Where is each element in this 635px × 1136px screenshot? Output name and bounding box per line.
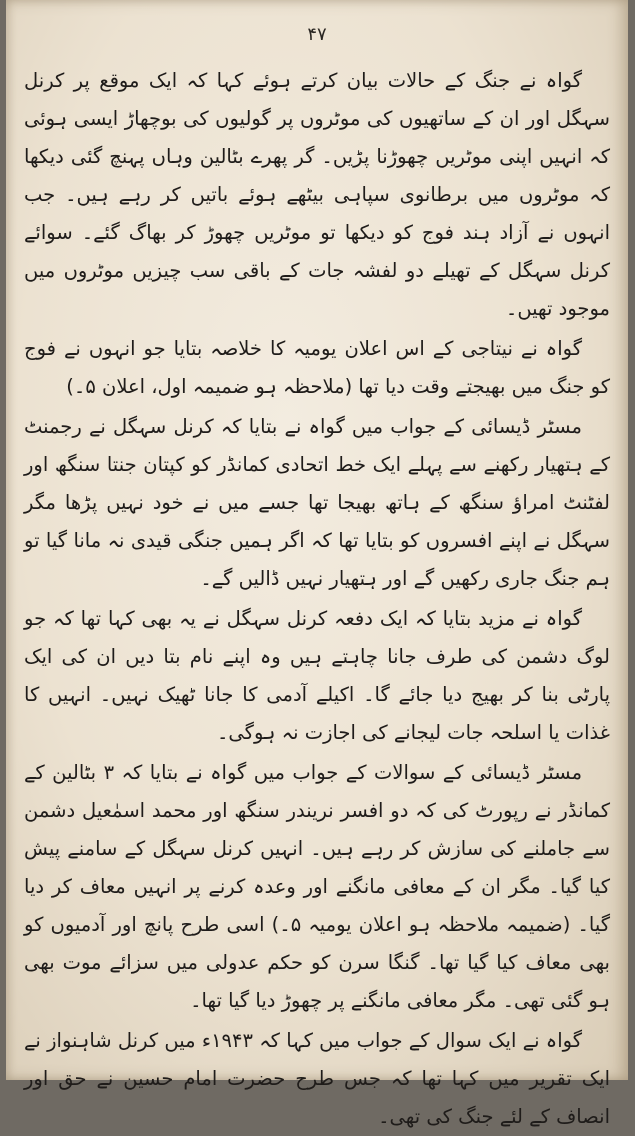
paragraph: مسٹر ڈیسائی کے سوالات کے جواب میں گواہ نے بتایا کہ ۳ بٹالین کے کمانڈر نے رپورٹ کی کہ دو افسر نریندر سنگھ اور محمد اسمٰعیل دشمن سے جاملنے کی سازش کر رہے ہیں۔ انہیں کرنل سہگل کے سامنے پیش کیا گیا۔ مگر ان کے معافی مانگنے اور وعدہ کرنے پر انہیں معاف کر دیا گیا۔ (ضمیمہ ملاحظہ ہو اعلان یومیہ ۵۔) اسی طرح پانچ اور آدمیوں کو بھی معاف کیا گیا تھا۔ گنگا سرن کو حکم عدولی میں سزائے موت بھی ہو گئی تھی۔ مگر معافی مانگنے پر چھوڑ دیا گیا تھا۔ (24, 761, 610, 1012)
page-body (24, 62, 610, 1136)
paragraph: گواہ نے جنگ کے حالات بیان کرتے ہوئے کہا کہ ایک موقع پر کرنل سہگل اور ان کے ساتھیوں کی موٹروں پر گولیوں کی بوچھاڑ ایسی ہوئی کہ انہیں اپنی موٹریں چھوڑنا پڑیں۔ گر پھرے بٹالین وہاں پہنچ گئی دیکھا کہ موٹروں میں برطانوی سپاہی بیٹھے ہوئے باتیں کر رہے ہیں۔ جب انہوں نے آزاد ہند فوج کو دیکھا تو موٹریں چھوڑ کر بھاگ گئے۔ سوائے کرنل سہگل کے تھیلے دو لفشہ جات کے باقی سب چیزیں موٹروں میں موجود تھیں۔ (24, 69, 610, 320)
book-page (6, 0, 628, 1128)
paragraph: گواہ نے نیتاجی کے اس اعلان یومیہ کا خلاصہ بتایا جو انہوں نے فوج کو جنگ میں بھیجتے وقت دیا تھا (ملاحظہ ہو ضمیمہ اول، اعلان ۵۔) (24, 337, 610, 398)
paragraph: گواہ نے ایک سوال کے جواب میں کہا کہ ۱۹۴۳ء میں کرنل شاہنواز نے ایک تقریر میں کہا تھا کہ جس طرح حضرت امام حسین نے حق اور انصاف کے لئے جنگ کی تھی۔ (24, 1029, 610, 1128)
paragraph: مسٹر ڈیسائی کے جواب میں گواہ نے بتایا کہ کرنل سہگل نے رجمنٹ کے ہتھیار رکھنے سے پہلے ایک خط اتحادی کمانڈر کو کپتان جنتا سنگھ اور لفٹنٹ امراؤ سنگھ کے ہاتھ بھیجا تھا جسے میں نے خود نہیں پڑھا مگر سہگل نے اپنے افسروں کو بتایا تھا کہ اگر ہمیں جنگی قیدی نہ مانا گیا تو ہم جنگ جاری رکھیں گے اور ہتھیار نہیں ڈالیں گے۔ (24, 415, 610, 590)
paragraph: گواہ نے مزید بتایا کہ ایک دفعہ کرنل سہگل نے یہ بھی کہا تھا کہ جو لوگ دشمن کی طرف جانا چاہتے ہیں وہ اپنے نام بتا دیں ان کی ایک پارٹی بنا کر بھیج دیا جائے گا۔ اکیلے آدمی کا جانا ٹھیک نہیں۔ انہیں کا غذات یا اسلحہ جات لیجانے کی اجازت نہ ہوگی۔ (24, 607, 610, 744)
page-number: ۴۷ (307, 24, 327, 45)
